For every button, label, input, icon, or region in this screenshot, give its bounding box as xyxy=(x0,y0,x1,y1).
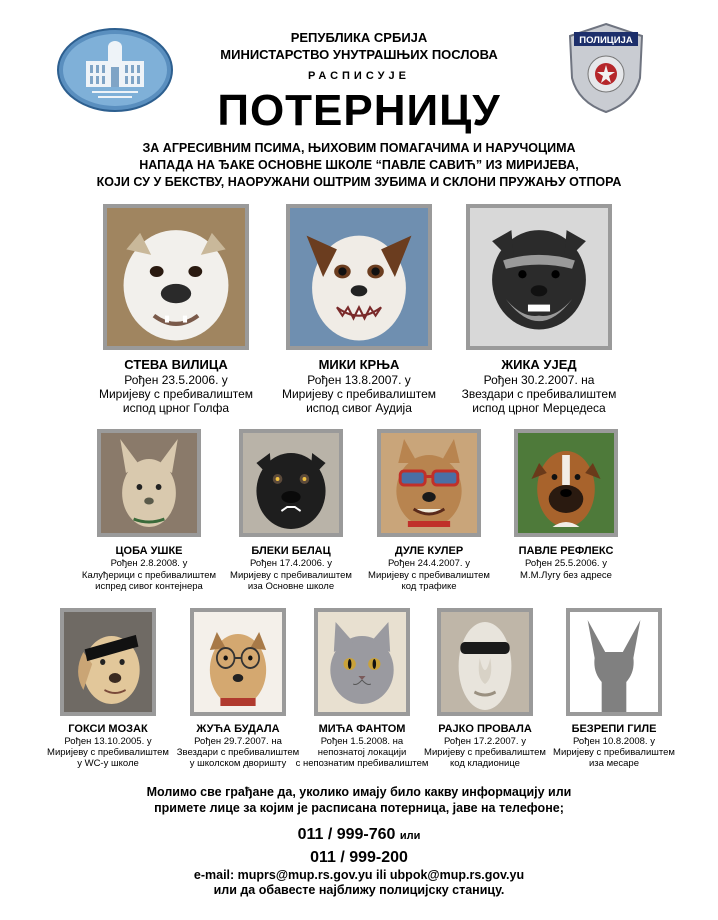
ministry-heading: МИНИСТАРСТВО УНУТРАШЊИХ ПОСЛОВА xyxy=(220,47,498,62)
badge-label: ПОЛИЦИЈА xyxy=(579,35,633,46)
suspect-name: ПАВЛЕ РЕФЛЕКС xyxy=(518,545,614,557)
suspect-name: ЖУЋА БУДАЛА xyxy=(196,723,280,735)
suspect-detail-line: Миријеву с пребивалиштем xyxy=(281,387,436,401)
suspect-caption xyxy=(69,544,229,593)
suspect-name: БЛЕКИ БЕЛАЦ xyxy=(251,545,331,557)
suspect-caption xyxy=(33,722,183,769)
suspect-detail-line: Калуђерици с пребивалиштем xyxy=(81,569,217,581)
suspect-detail-line: Рођен 17.4.2006. у xyxy=(250,558,332,569)
suspect-detail-line: испод црног Мерцедеса xyxy=(472,401,606,415)
suspect-caption xyxy=(211,544,371,593)
suspect-name: ЦОБА УШКЕ xyxy=(115,545,183,557)
suspect-caption xyxy=(349,544,509,593)
suspect-detail-line: Звездари с пребивалиштем xyxy=(461,387,617,401)
phone-number-1: 011 / 999-760 xyxy=(297,826,396,843)
phone-number-2: 011 / 999-200 xyxy=(310,849,408,866)
suspect-photo xyxy=(377,429,481,537)
suspect-detail-line: испод црног Голфа xyxy=(122,401,230,415)
phone-numbers xyxy=(0,824,718,869)
suspect-detail-line: Рођен 17.2.2007. у xyxy=(444,736,526,747)
suspect-detail-line: код трафике xyxy=(401,581,457,592)
email-line: e-mail: muprs@mup.rs.gov.yu ili ubpok@mup.rs.gov.yu xyxy=(193,868,525,882)
issues-heading: РАСПИСУЈЕ xyxy=(308,70,410,82)
suspect-detail-line: Рођен 23.5.2006. у xyxy=(124,373,228,387)
crime-description xyxy=(0,140,718,191)
suspect-caption xyxy=(76,357,276,415)
suspect-caption xyxy=(259,357,459,415)
page-title: ПОТЕРНИЦУ xyxy=(217,86,501,135)
suspect-caption xyxy=(439,357,639,415)
suspect-name: ГОКСИ МОЗАК xyxy=(68,723,148,735)
suspect-detail-line: у школском дворишту xyxy=(189,758,287,769)
suspect-detail-line: Рођен 13.10.2005. у xyxy=(64,736,152,747)
suspect-name: РАЈКО ПРОВАЛА xyxy=(438,723,532,735)
suspect-detail-line: Миријеву с пребивалиштем xyxy=(230,569,352,581)
suspect-detail-line: испод сивог Аудија xyxy=(306,401,412,415)
suspect-detail-line: испред сивог контејнера xyxy=(95,581,203,592)
suspect-photo xyxy=(60,608,156,716)
suspect-photo xyxy=(437,608,533,716)
suspect-name: ЖИКА УЈЕД xyxy=(501,357,577,372)
suspect-photo xyxy=(97,429,201,537)
suspect-detail-line: Рођен 25.5.2006. у xyxy=(525,558,607,569)
suspect-photo xyxy=(239,429,343,537)
suspect-detail-line: Рођен 24.4.2007. у xyxy=(388,558,470,569)
suspect-detail-line: М.М.Лугу без адресе xyxy=(520,569,612,581)
suspect-detail-line: код кладионице xyxy=(450,758,520,769)
suspect-detail-line: непознатој локацији xyxy=(317,747,407,758)
crime-line: КОЈИ СУ У БЕКСТВУ, НАОРУЖАНИ ОШТРИМ ЗУБИМА И СКЛОНИ ПРУЖАЊУ ОТПОРА xyxy=(96,175,622,189)
suspect-name: МИЋА ФАНТОМ xyxy=(318,723,406,735)
suspect-detail-line: иза месаре xyxy=(588,758,639,769)
suspect-detail-line: Рођен 2.8.2008. у xyxy=(110,558,188,569)
suspect-caption xyxy=(410,722,560,769)
suspect-detail-line: Звездари с пребивалиштем xyxy=(176,747,300,758)
suspect-photo xyxy=(466,204,612,350)
suspect-detail-line: Миријеву с пребивалиштем xyxy=(424,747,546,758)
suspect-detail-line: у WC-у школе xyxy=(77,758,139,769)
suspect-detail-line: Миријеву с пребивалиштем xyxy=(98,387,253,401)
suspect-photo xyxy=(286,204,432,350)
suspect-detail-line: с непознатим пребивалиштем xyxy=(295,758,429,769)
suspect-detail-line: Миријеву с пребивалиштем xyxy=(368,569,490,581)
suspect-photo xyxy=(314,608,410,716)
suspect-name: БЕЗРЕПИ ГИЛЕ xyxy=(571,723,657,735)
appeal-text xyxy=(0,784,718,816)
suspect-name: СТЕВА ВИЛИЦА xyxy=(124,357,228,372)
appeal-line: примете лице за којим је расписана потерница, јаве на телефоне; xyxy=(154,801,564,815)
suspect-caption xyxy=(544,722,684,769)
station-line: или да обавесте најближу полицијску станицу. xyxy=(213,883,505,897)
suspect-photo xyxy=(190,608,286,716)
suspect-name: МИКИ КРЊА xyxy=(318,357,400,372)
suspect-detail-line: Рођен 13.8.2007. у xyxy=(307,373,411,387)
suspect-detail-line: Рођен 1.5.2008. на xyxy=(320,736,404,747)
suspect-caption xyxy=(486,544,646,581)
suspect-detail-line: Миријеву с пребивалиштем xyxy=(553,747,675,758)
or-label: или xyxy=(399,830,421,842)
suspect-detail-line: Рођен 30.2.2007. на xyxy=(483,373,595,387)
suspect-photo xyxy=(514,429,618,537)
country-heading: РЕПУБЛИКА СРБИЈА xyxy=(290,30,428,45)
suspect-photo xyxy=(566,608,662,716)
suspect-name: ДУЛЕ КУЛЕР xyxy=(394,545,464,557)
suspect-detail-line: Рођен 29.7.2007. на xyxy=(194,736,282,747)
suspect-detail-line: Рођен 10.8.2008. у xyxy=(573,736,655,747)
crime-line: ЗА АГРЕСИВНИМ ПСИМА, ЊИХОВИМ ПОМАГАЧИМА И НАРУЧОЦИМА xyxy=(142,141,576,155)
crime-line: НАПАДА НА ЂАКЕ ОСНОВНЕ ШКОЛЕ “ПАВЛЕ САВИЋ” ИЗ МИРИЈЕВА, xyxy=(139,158,579,172)
suspect-photo xyxy=(103,204,249,350)
suspect-detail-line: Миријеву с пребивалиштем xyxy=(47,747,169,758)
appeal-line: Молимо све грађане да, уколико имају било какву информацију или xyxy=(146,785,572,799)
contact-text xyxy=(0,868,718,898)
suspect-detail-line: иза Основне школе xyxy=(247,581,335,592)
